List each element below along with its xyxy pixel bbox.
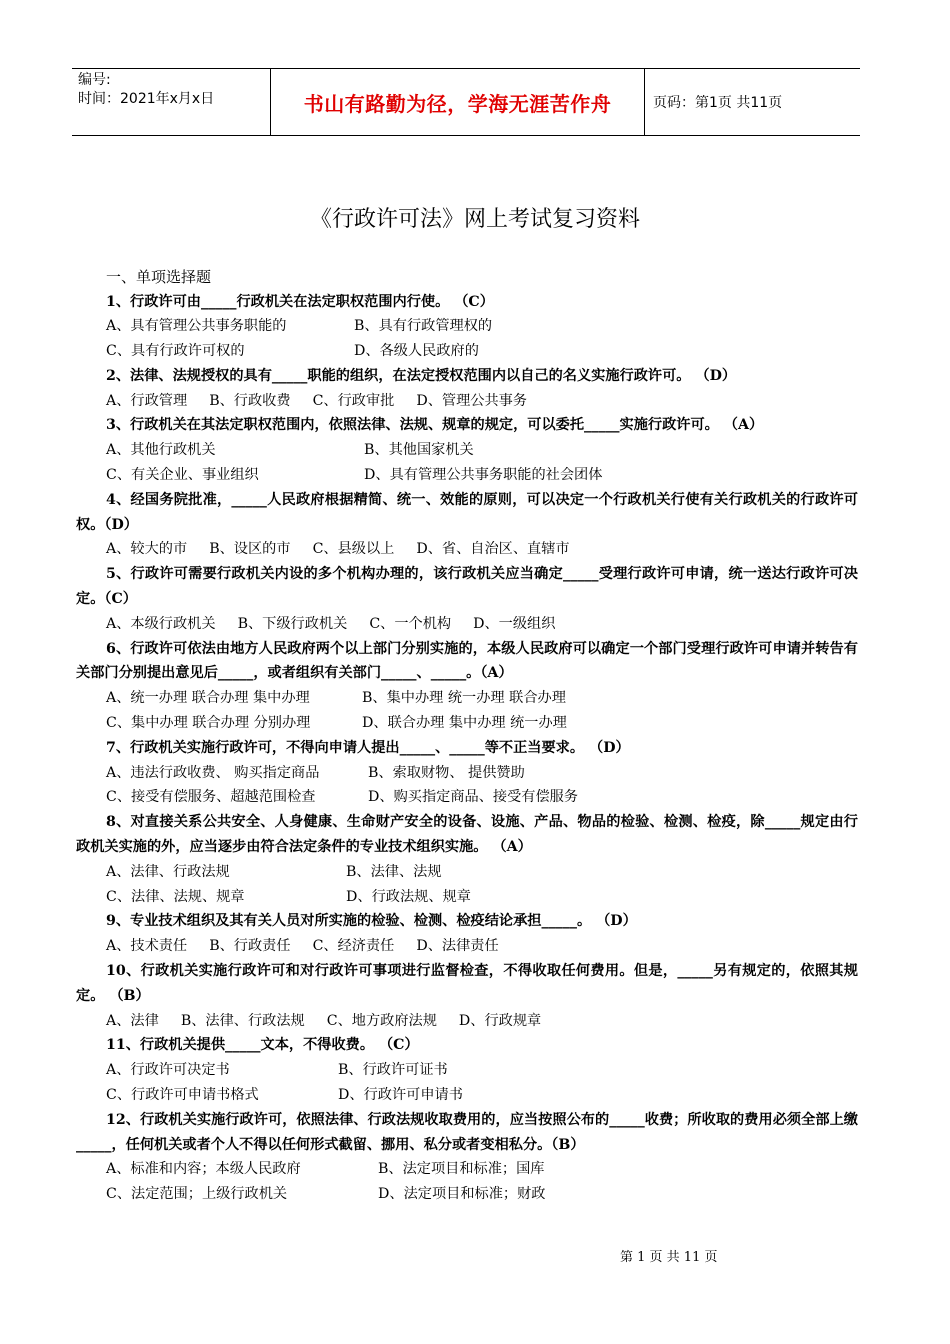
option-row [76, 686, 858, 711]
option-text: A、违法行政收费、 购买指定商品 [106, 764, 320, 781]
question-stem: 10、行政机关实施行政许可和对行政许可事项进行监督检查，不得收取任何费用。但是，_____另有规定的，依照其规定。 （B） [76, 963, 858, 1004]
option-text: C、有关企业、事业组织 [106, 467, 259, 484]
header-page-info: 页码：第1页 共11页 [653, 95, 783, 111]
option-text: C、法律、法规、规章 [106, 888, 245, 905]
option-text: A、具有管理公共事务职能的 [106, 318, 287, 335]
question-stem: 4、经国务院批准，_____人民政府根据精简、统一、效能的原则，可以决定一个行政机关行使有关行政机关的行政许可权。（D） [76, 491, 858, 533]
option-text: A、行政管理 [106, 392, 188, 409]
option-text: C、行政许可申请书格式 [106, 1087, 259, 1103]
option-text: B、行政责任 [209, 938, 291, 955]
question-stem: 8、对直接关系公共安全、人身健康、生命财产安全的设备、设施、产品、物品的检验、检测、检疫，除_____规定由行政机关实施的外，应当逐步由符合法定条件的专业技术组织实施。 （A） [76, 814, 858, 856]
option-text: C、集中办理 联合办理 分别办理 [106, 715, 311, 732]
header-motto: 书山有路勤为径，学海无涯苦作舟 [271, 69, 645, 135]
option-text: C、行政审批 [312, 392, 395, 409]
option-text: D、行政许可申请书 [338, 1087, 463, 1103]
option-text: D、一级组织 [473, 615, 556, 632]
option-text: B、集中办理 统一办理 联合办理 [362, 690, 566, 707]
option-text: C、一个机构 [369, 615, 452, 632]
option-text: D、行政法规、规章 [346, 888, 471, 905]
option-text: B、法律、行政法规 [180, 1012, 305, 1029]
option-row [76, 761, 858, 786]
option-row [76, 612, 858, 637]
option-text: A、其他行政机关 [106, 442, 216, 459]
option-text: A、统一办理 联合办理 集中办理 [106, 690, 310, 707]
option-text: D、联合办理 集中办理 统一办理 [362, 715, 567, 732]
option-row [76, 885, 858, 910]
question-stem: 1、行政许可由_____行政机关在法定职权范围内行使。 （C） [106, 293, 494, 310]
number-label: 编号: [78, 72, 111, 88]
option-text: A、法律、行政法规 [106, 863, 230, 880]
option-text: B、具有行政管理权的 [354, 318, 493, 335]
option-text: D、各级人民政府的 [354, 343, 479, 360]
option-row [76, 314, 858, 339]
option-text: B、法定项目和标准；国库 [378, 1161, 545, 1178]
option-text: D、行政规章 [458, 1012, 542, 1029]
question-stem: 12、行政机关实施行政许可，依照法律、行政法规收取费用的，应当按照公布的_____收费；所收取的费用必须全部上缴_____，任何机关或者个人不得以任何形式截留、挪用、私分或者变相私分。（B） [76, 1111, 858, 1153]
option-row [76, 711, 858, 736]
section-title: 一、单项选择题 [106, 268, 212, 286]
question-stem: 7、行政机关实施行政许可，不得向申请人提出_____、_____等不正当要求。 （D） [106, 739, 630, 756]
option-text: C、地方政府法规 [326, 1012, 437, 1029]
option-text: A、行政许可决定书 [106, 1062, 230, 1079]
option-text: D、管理公共事务 [416, 392, 528, 409]
option-text: A、法律 [106, 1012, 159, 1029]
option-text: D、具有管理公共事务职能的社会团体 [364, 467, 603, 484]
option-row [76, 1157, 858, 1182]
option-row [76, 537, 858, 562]
option-row [76, 1009, 858, 1034]
header-meta [72, 69, 271, 135]
page-footer: 第 1 页 共 11 页 [620, 1250, 718, 1265]
option-row [76, 785, 858, 810]
option-row [76, 860, 858, 885]
option-text: A、较大的市 [106, 541, 188, 558]
option-text: B、行政收费 [209, 392, 291, 409]
time-label: 时间：2021年x月x日 [78, 91, 215, 107]
option-text: D、购买指定商品、接受有偿服务 [368, 789, 579, 806]
option-text: C、具有行政许可权的 [106, 343, 245, 360]
page-header [72, 68, 860, 136]
option-text: C、县级以上 [312, 541, 395, 558]
option-row [76, 934, 858, 959]
option-text: C、接受有偿服务、超越范围检查 [106, 789, 316, 806]
option-row [76, 1083, 858, 1108]
option-text: A、标准和内容；本级人民政府 [106, 1161, 301, 1178]
option-text: B、索取财物、 提供赞助 [368, 764, 525, 781]
option-text: B、其他国家机关 [364, 442, 474, 459]
option-row [76, 1182, 858, 1207]
option-row [76, 389, 858, 414]
option-row [76, 339, 858, 364]
option-row [76, 463, 858, 488]
option-text: D、法律责任 [416, 938, 499, 955]
option-row [76, 1058, 858, 1083]
option-text: A、本级行政机关 [106, 615, 216, 632]
option-row [76, 438, 858, 463]
question-stem: 2、法律、法规授权的具有_____职能的组织，在法定授权范围内以自己的名义实施行政许可。 （D） [106, 367, 737, 384]
option-text: D、省、自治区、直辖市 [416, 541, 570, 558]
question-stem: 3、行政机关在其法定职权范围内，依照法律、法规、规章的规定，可以委托_____实施行政许可。 （A） [106, 417, 764, 434]
question-stem: 5、行政许可需要行政机关内设的多个机构办理的，该行政机关应当确定_____受理行政许可申请，统一送达行政许可决定。（C） [76, 566, 858, 608]
question-list [76, 265, 858, 1207]
option-text: A、技术责任 [106, 938, 188, 955]
question-stem: 11、行政机关提供_____文本，不得收费。 （C） [106, 1037, 419, 1054]
document-title: 《行政许可法》网上考试复习资料 [309, 207, 640, 232]
option-text: B、法律、法规 [346, 863, 442, 880]
option-text: B、行政许可证书 [338, 1062, 448, 1079]
option-text: D、法定项目和标准；财政 [378, 1186, 546, 1203]
question-stem: 9、专业技术组织及其有关人员对所实施的检验、检测、检疫结论承担_____。 （D） [106, 913, 637, 930]
option-text: B、下级行政机关 [237, 615, 348, 632]
option-text: C、法定范围；上级行政机关 [106, 1186, 288, 1203]
option-text: C、经济责任 [312, 938, 395, 955]
question-stem: 6、行政许可依法由地方人民政府两个以上部门分别实施的，本级人民政府可以确定一个部门受理行政许可申请并转告有关部门分别提出意见后_____，或者组织有关部门_____、_____。（A） [76, 640, 858, 682]
option-text: B、设区的市 [209, 541, 291, 558]
